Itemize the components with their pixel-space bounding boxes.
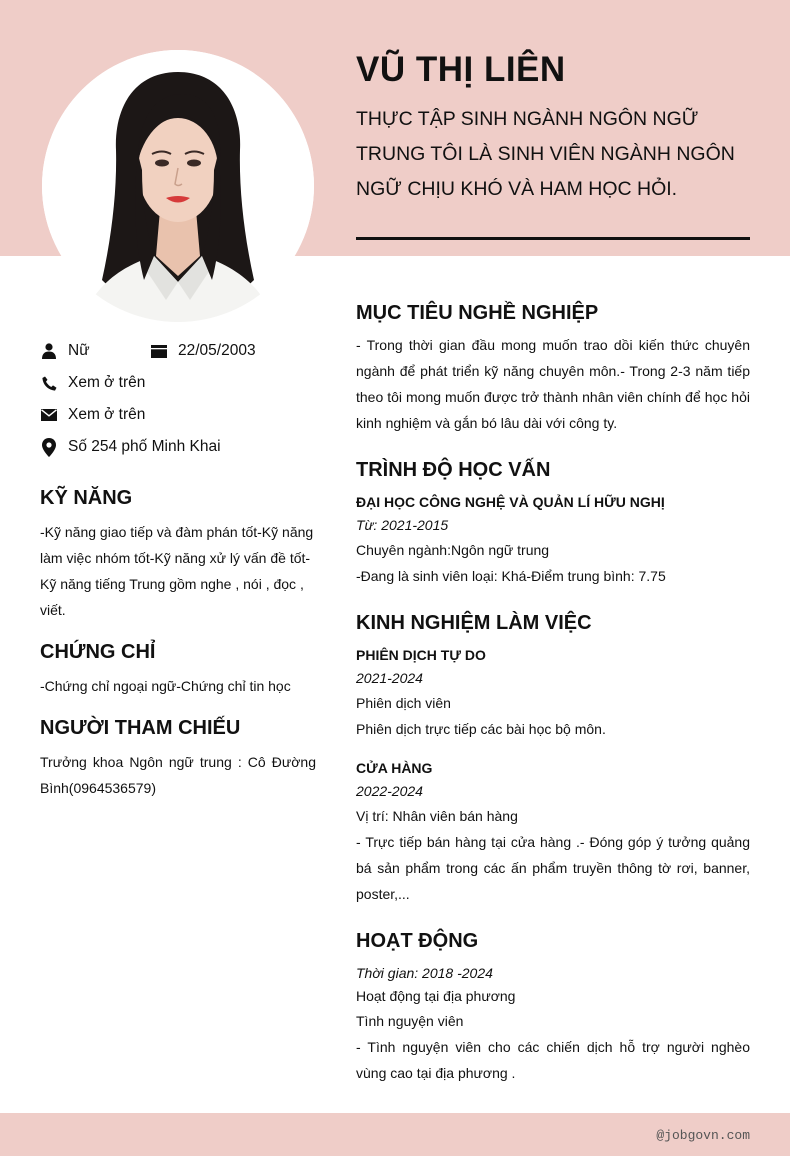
skills-text: -Kỹ năng giao tiếp và đàm phán tốt-Kỹ năng làm việc nhóm tốt-Kỹ năng xử lý vấn đề tốt-Kỹ năng tiếng Trung gồm nghe , nói , đọc , viết. — [40, 524, 314, 618]
skills-heading: KỸ NĂNG — [40, 487, 133, 509]
activities-period: Thời gian: 2018 -2024 — [356, 965, 493, 981]
phone-value: Xem ở trên — [68, 374, 146, 391]
location-pin-icon — [40, 438, 58, 456]
gender-value: Nữ — [68, 342, 90, 359]
objective-text: - Trong thời gian đầu mong muốn trao dồi kiến thức chuyên ngành để phát triển kỹ năng chuyên môn.- Trong 2-3 năm tiếp theo tôi mong muốn được trở thành nhân viên chính để học hỏi kinh nghiệm và gắn bó lâu dài với công ty. — [356, 337, 750, 431]
job-company: PHIÊN DỊCH TỰ DO — [356, 647, 486, 663]
person-icon — [40, 342, 58, 360]
experience-heading: KINH NGHIỆM LÀM VIỆC — [356, 612, 592, 634]
mail-icon — [40, 406, 58, 424]
certificates-text: -Chứng chỉ ngoại ngữ-Chứng chỉ tin học — [40, 678, 291, 694]
education-status: -Đang là sinh viên loại: Khá-Điểm trung bình: 7.75 — [356, 568, 666, 584]
contact-phone — [40, 374, 145, 392]
profile-photo — [42, 50, 314, 322]
candidate-subtitle: THỰC TẬP SINH NGÀNH NGÔN NGỮ TRUNG TÔI LÀ SINH VIÊN NGÀNH NGÔN NGỮ CHỊU KHÓ VÀ HAM HỌC HỎI. — [356, 108, 735, 200]
email-value: Xem ở trên — [68, 406, 146, 423]
contact-birthday — [150, 342, 256, 360]
objective-heading: MỤC TIÊU NGHỀ NGHIỆP — [356, 302, 599, 324]
phone-icon — [40, 374, 58, 392]
activities-description: - Tình nguyện viên cho các chiến dịch hỗ trợ người nghèo vùng cao tại địa phương . — [356, 1039, 750, 1081]
references-heading: NGƯỜI THAM CHIẾU — [40, 717, 241, 739]
job-role: Phiên dịch viên — [356, 695, 451, 711]
calendar-icon — [150, 342, 168, 360]
job-company: CỬA HÀNG — [356, 760, 433, 776]
certificates-heading: CHỨNG CHỈ — [40, 641, 156, 663]
job-role: Vị trí: Nhân viên bán hàng — [356, 808, 518, 824]
contact-gender — [40, 342, 90, 360]
header-divider — [356, 237, 750, 240]
job-description: Phiên dịch trực tiếp các bài học bộ môn. — [356, 721, 606, 737]
birthday-value: 22/05/2003 — [178, 342, 256, 359]
candidate-name: VŨ THỊ LIÊN — [356, 50, 566, 89]
address-value: Số 254 phố Minh Khai — [68, 438, 221, 455]
activities-place: Hoạt động tại địa phương — [356, 988, 516, 1004]
job-description: - Trực tiếp bán hàng tại cửa hàng .- Đóng góp ý tưởng quảng bá sản phẩm trong các ấn phẩm truyền thông tờ rơi, banner, poster,... — [356, 834, 750, 902]
education-school: ĐẠI HỌC CÔNG NGHỆ VÀ QUẢN LÍ HỮU NGHỊ — [356, 494, 665, 510]
education-heading: TRÌNH ĐỘ HỌC VẤN — [356, 459, 551, 481]
activities-heading: HOẠT ĐỘNG — [356, 930, 479, 952]
education-period: Từ: 2021-2015 — [356, 517, 449, 533]
references-text: Trưởng khoa Ngôn ngữ trung : Cô Đường Bình(0964536579) — [40, 754, 316, 796]
footer-site: @jobgovn.com — [656, 1128, 750, 1143]
job-period: 2022-2024 — [356, 783, 423, 799]
job-period: 2021-2024 — [356, 670, 423, 686]
contact-address — [40, 438, 221, 456]
activities-role: Tình nguyện viên — [356, 1013, 464, 1029]
education-major: Chuyên ngành:Ngôn ngữ trung — [356, 542, 550, 558]
contact-email — [40, 406, 145, 424]
